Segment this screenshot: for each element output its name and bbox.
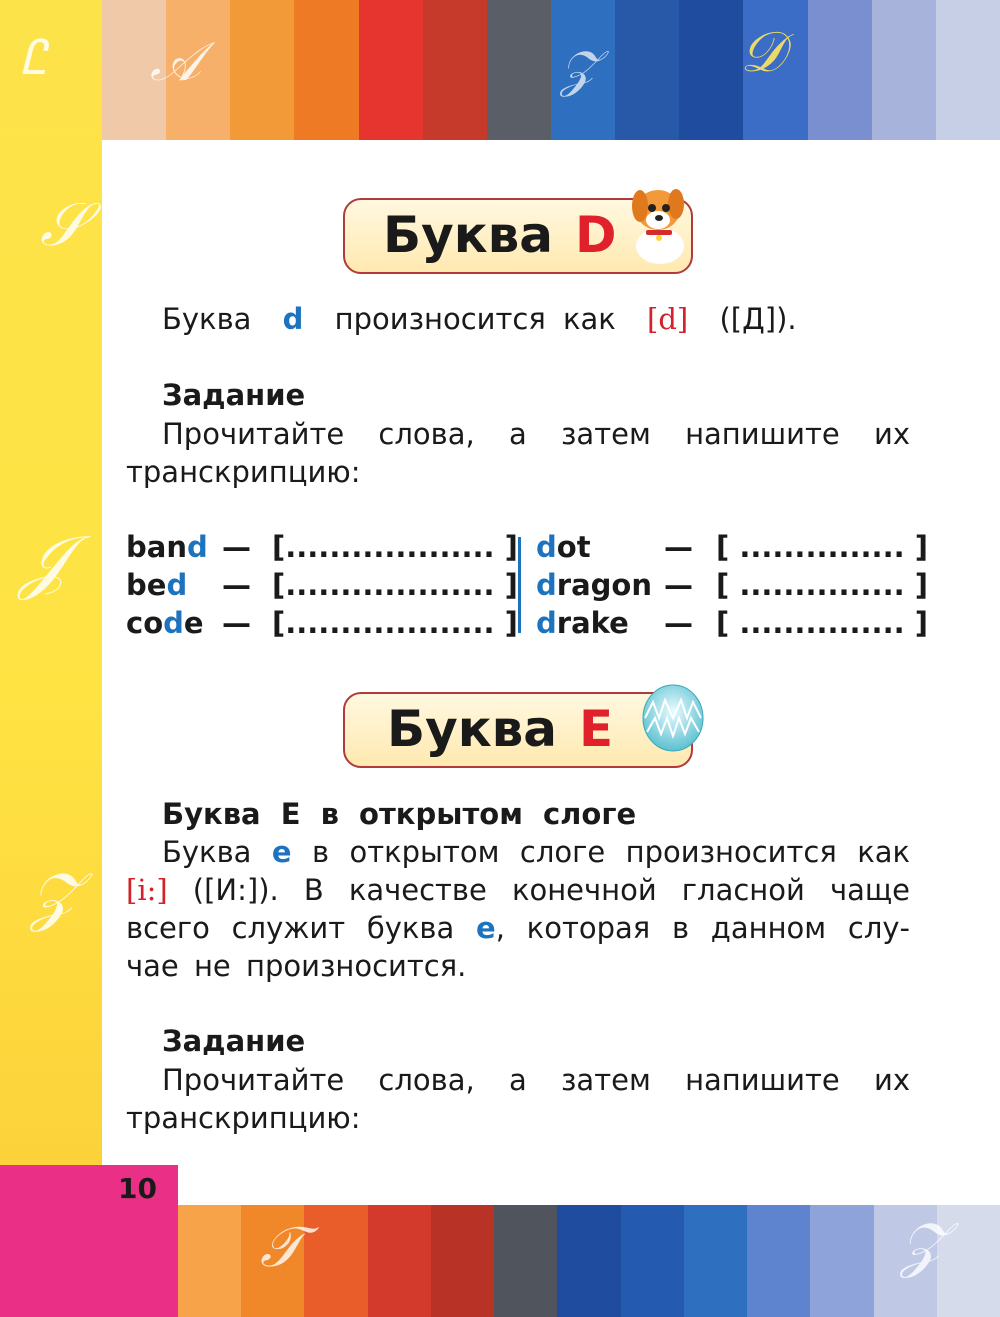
color-stripe [872,0,936,140]
task-text-d-line2: транскрипцию: [126,455,361,489]
color-stripe [359,0,423,140]
rule-text: произносится как [334,302,616,336]
title-word: Буква [383,206,554,264]
rule-letter: e [476,911,496,945]
word-row [126,530,518,564]
transcription-blank[interactable]: [ ............... ] [716,530,928,564]
text: всего служит буква [126,911,455,945]
color-stripe [178,1205,241,1317]
color-stripe [487,0,551,140]
word-row [126,568,518,602]
decorative-letter: 𝒜 [150,30,202,93]
decorative-letter: 𝒯 [260,1215,303,1280]
color-stripe [615,0,679,140]
dash: — [664,568,693,602]
word: code [126,606,204,640]
decorative-letter: 𝒮 [40,190,87,260]
transcription-blank[interactable]: [ ............... ] [716,568,928,602]
word-row [536,606,928,640]
dash: — [222,606,251,640]
decorative-letter: 𝒥 [20,520,69,602]
color-stripe [431,1205,494,1317]
decorative-letter: 𝒵 [30,860,79,934]
section-e-line2 [126,871,910,909]
color-stripe [747,1205,810,1317]
rule-d [162,300,922,338]
word-row [126,606,518,640]
ball-icon [641,682,705,752]
color-stripe [684,1205,747,1317]
decorative-letter: 𝒵 [900,1210,946,1280]
color-stripe [368,1205,431,1317]
transcription: [i:] [126,873,168,907]
dash: — [664,530,693,564]
color-stripe [294,0,358,140]
color-stripe [423,0,487,140]
color-stripe [557,1205,620,1317]
section-e-line1 [162,833,910,871]
task-text-d-line1: Прочитайте слова, а затем напишите их [162,417,910,451]
word-list-divider [518,537,521,633]
dash: — [664,606,693,640]
decorative-letter: Ꮭ [20,30,48,86]
page-number: 10 [118,1172,157,1205]
section-e-line4: чае не произносится. [126,949,467,983]
color-stripe [810,1205,873,1317]
color-stripe [494,1205,557,1317]
task-text-e-line1: Прочитайте слова, а затем напишите их [162,1063,910,1097]
transcription-blank[interactable]: [................... ] [272,606,518,640]
text: Буква [162,835,252,869]
color-stripe [937,1205,1000,1317]
word: dragon [536,568,652,602]
puppy-icon [622,176,694,268]
dash: — [222,530,251,564]
section-d-title [383,206,617,264]
text: ([И:]). В качестве конечной гласной чаще [192,873,910,907]
color-stripe [230,0,294,140]
section-e-title [387,700,613,758]
top-decorative-band [102,0,1000,140]
task-heading-e: Задание [162,1024,306,1058]
rule-letter: d [282,302,304,336]
task-text-e-line2: транскрипцию: [126,1101,361,1135]
color-stripe [304,1205,367,1317]
transcription: [d] [647,302,689,336]
transcription-blank[interactable]: [................... ] [272,530,518,564]
word: drake [536,606,629,640]
transcription-blank[interactable]: [ ............... ] [716,606,928,640]
color-stripe [808,0,872,140]
decorative-letter: 𝒟 [740,20,785,85]
rule-text: ([Д]). [719,302,797,336]
color-stripe [621,1205,684,1317]
dash: — [222,568,251,602]
rule-text: Буква [162,302,252,336]
color-stripe [936,0,1000,140]
word: band [126,530,208,564]
word-row [536,530,928,564]
title-letter: E [579,700,614,758]
task-heading-d: Задание [162,378,306,412]
decorative-letter: 𝒵 [560,40,599,98]
section-e-line3 [126,909,910,947]
word: bed [126,568,188,602]
text: в открытом слоге произносится как [311,835,911,869]
rule-letter: e [271,835,292,869]
title-word: Буква [387,700,558,758]
word: dot [536,530,591,564]
color-stripe [679,0,743,140]
title-letter: D [575,206,617,264]
section-e-subheading: Буква E в открытом слоге [162,797,637,831]
text: , которая в данном слу- [495,911,911,945]
transcription-blank[interactable]: [................... ] [272,568,518,602]
word-row [536,568,928,602]
